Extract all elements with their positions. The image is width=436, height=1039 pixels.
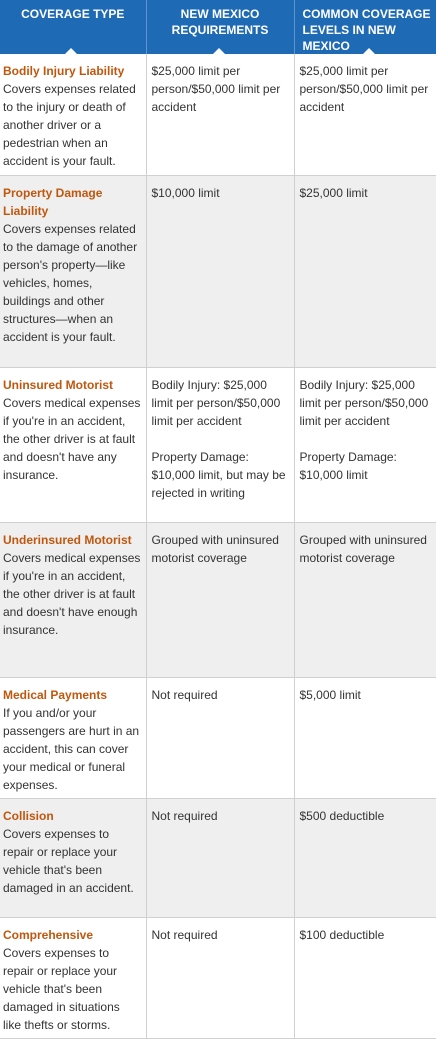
coverage-cell <box>0 522 146 677</box>
table-row <box>0 175 436 367</box>
table-row <box>0 917 436 1038</box>
coverage-description: Covers medical expenses if you're in an accident, the other driver is at fault and doesn't have enough insurance. <box>3 549 141 639</box>
table-row <box>0 367 436 522</box>
coverage-cell <box>0 917 146 1038</box>
coverage-name: Underinsured Motorist <box>3 531 141 549</box>
coverage-name: Property Damage Liability <box>3 184 141 220</box>
header-common-levels <box>294 0 436 54</box>
header-nm-requirements <box>146 0 294 54</box>
common-level-value: Bodily Injury: $25,000 limit per person/$50,000 limit per accident Property Damage: $10,000 limit <box>300 376 436 484</box>
common-level-cell <box>294 522 436 677</box>
requirement-value: Not required <box>152 926 289 944</box>
coverage-description: Covers expenses to repair or replace your vehicle that's been damaged in situations like thefts or storms. <box>3 944 141 1034</box>
requirement-cell <box>146 522 294 677</box>
common-level-cell <box>294 175 436 367</box>
requirement-cell <box>146 175 294 367</box>
requirement-value: Bodily Injury: $25,000 limit per person/$50,000 limit per accident Property Damage: $10,000 limit, but may be rejected in writing <box>152 376 289 502</box>
common-level-value: Grouped with uninsured motorist coverage <box>300 531 436 567</box>
common-level-value: $100 deductible <box>300 926 436 944</box>
coverage-description: If you and/or your passengers are hurt in an accident, this can cover your medical or funeral expenses. <box>3 704 141 794</box>
table-header <box>0 0 436 54</box>
header-coverage-type <box>0 0 146 54</box>
coverage-description: Covers medical expenses if you're in an accident, the other driver is at fault and doesn't have any insurance. <box>3 394 141 484</box>
coverage-name: Uninsured Motorist <box>3 376 141 394</box>
requirement-cell <box>146 917 294 1038</box>
common-level-value: $25,000 limit per person/$50,000 limit per accident <box>300 62 436 116</box>
requirement-value: $25,000 limit per person/$50,000 limit per accident <box>152 62 289 116</box>
coverage-description: Covers expenses related to the damage of another person's property—like vehicles, homes, buildings and other structures—when an accident is your fault. <box>3 220 141 346</box>
requirement-cell <box>146 54 294 175</box>
header-label: NEW MEXICO REQUIREMENTS <box>149 6 292 38</box>
common-level-value: $25,000 limit <box>300 184 436 202</box>
common-level-cell <box>294 917 436 1038</box>
table-row <box>0 54 436 175</box>
coverage-name: Comprehensive <box>3 926 141 944</box>
header-pointer-icon <box>64 48 78 55</box>
header-label: COMMON COVERAGE LEVELS IN NEW MEXICO <box>303 6 436 54</box>
coverage-cell <box>0 367 146 522</box>
requirement-value: Grouped with uninsured motorist coverage <box>152 531 289 567</box>
header-pointer-icon <box>362 48 376 55</box>
requirement-cell <box>146 798 294 917</box>
common-level-cell <box>294 677 436 798</box>
header-label: COVERAGE TYPE <box>21 7 124 21</box>
table-row <box>0 522 436 677</box>
requirement-cell <box>146 677 294 798</box>
coverage-cell <box>0 798 146 917</box>
coverage-name: Collision <box>3 807 141 825</box>
coverage-description: Covers expenses related to the injury or death of another driver or a pedestrian when an accident is your fault. <box>3 80 141 170</box>
table-row <box>0 677 436 798</box>
common-level-value: $500 deductible <box>300 807 436 825</box>
common-level-cell <box>294 798 436 917</box>
coverage-cell <box>0 175 146 367</box>
coverage-name: Medical Payments <box>3 686 141 704</box>
common-level-cell <box>294 54 436 175</box>
coverage-cell <box>0 54 146 175</box>
table-row <box>0 798 436 917</box>
coverage-cell <box>0 677 146 798</box>
common-level-cell <box>294 367 436 522</box>
common-level-value: $5,000 limit <box>300 686 436 704</box>
coverage-name: Bodily Injury Liability <box>3 62 141 80</box>
header-pointer-icon <box>212 48 226 55</box>
requirement-value: Not required <box>152 807 289 825</box>
requirement-value: $10,000 limit <box>152 184 289 202</box>
requirement-value: Not required <box>152 686 289 704</box>
coverage-description: Covers expenses to repair or replace your vehicle that's been damaged in an accident. <box>3 825 141 897</box>
requirement-cell <box>146 367 294 522</box>
